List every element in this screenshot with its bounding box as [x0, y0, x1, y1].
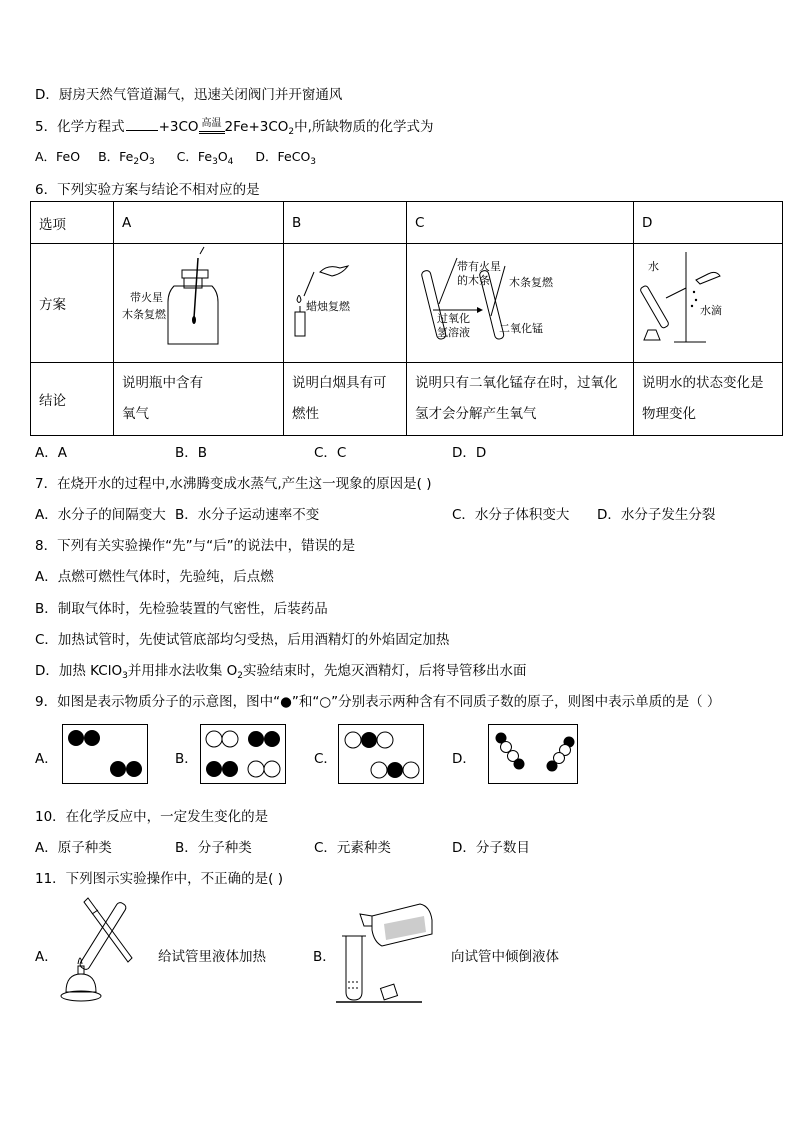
q6-option-b: B．B	[175, 445, 208, 461]
boiling-water-figure	[634, 244, 782, 358]
heating-tube-figure	[58, 892, 150, 1004]
q6-conclusion-d: 说明水的状态变化是 物理变化	[634, 363, 783, 436]
q7-option-b: B．水分子运动速率不变	[175, 507, 320, 523]
q6-header-option: 选项	[31, 202, 114, 244]
svg-text:带火星: 带火星	[130, 291, 163, 304]
molecule-diagram-b	[201, 725, 285, 783]
q11-stem: 11．下列图示实验操作中，不正确的是( )	[35, 871, 284, 887]
q6-row-conclusion-label: 结论	[31, 363, 114, 436]
svg-text:氢溶液: 氢溶液	[437, 326, 470, 339]
svg-text:二氧化锰: 二氧化锰	[499, 322, 543, 335]
q10-option-c: C．元素种类	[314, 840, 391, 856]
q11-label-b: B．	[313, 949, 336, 965]
candle-figure	[284, 244, 406, 358]
molecule-diagram-c	[339, 725, 423, 783]
q6-option-d: D．D	[452, 445, 487, 461]
q5-option-c: C．$Fe_3O_4$	[176, 149, 234, 167]
q9-label-c: C．	[314, 751, 337, 767]
oxygen-bottle-figure	[114, 244, 283, 358]
pouring-liquid-figure	[334, 896, 438, 1004]
q9-box-b	[200, 724, 286, 784]
q5-option-d: D．FeCO$_3$	[255, 149, 317, 167]
svg-text:木条复燃: 木条复燃	[122, 308, 166, 321]
q9-box-d	[488, 724, 578, 784]
q6-header-b: B	[284, 202, 407, 244]
q7-option-d: D．水分子发生分裂	[597, 507, 716, 523]
q6-conclusion-b: 说明白烟具有可 燃性	[284, 363, 407, 436]
svg-text:过氧化: 过氧化	[437, 312, 470, 325]
q8-stem: 8．下列有关实验操作“先”与“后”的说法中，错误的是	[35, 538, 356, 554]
q10-option-b: B．分子种类	[175, 840, 252, 856]
svg-text:水滴: 水滴	[700, 304, 722, 317]
molecule-diagram-a	[63, 725, 147, 783]
q6-conclusion-a: 说明瓶中含有 氧气	[114, 363, 284, 436]
q5-option-a: A．FeO	[35, 149, 81, 164]
q6-row-plan-label: 方案	[31, 244, 114, 363]
q6-figure-c	[407, 244, 634, 363]
molecule-diagram-d	[489, 725, 577, 783]
peroxide-tubes-figure	[407, 244, 633, 358]
q5-condition: 高温	[199, 119, 225, 134]
q7-stem: 7．在烧开水的过程中,水沸腾变成水蒸气,产生这一现象的原因是( )	[35, 476, 432, 492]
q11-label-a: A．	[35, 949, 58, 965]
q10-stem: 10．在化学反应中，一定发生变化的是	[35, 809, 269, 825]
q9-stem: 9．如图是表示物质分子的示意图，图中“●”和“○”分别表示两种含有不同质子数的原子，则图中表示单质的是（ ）	[35, 694, 721, 710]
svg-text:带有火星: 带有火星	[457, 260, 501, 273]
q6-option-a: A．A	[35, 445, 67, 461]
q4-option-d: D．厨房天然气管道漏气，迅速关闭阀门并开窗通风	[35, 87, 343, 103]
q6-figure-d	[634, 244, 783, 363]
q8-option-a: A．点燃可燃性气体时，先验纯，后点燃	[35, 569, 274, 585]
q5-option-b: B．$Fe_2O_3$	[98, 149, 155, 167]
q9-box-c	[338, 724, 424, 784]
q8-option-b: B．制取气体时，先检验装置的气密性，后装药品	[35, 601, 328, 617]
q6-header-d: D	[634, 202, 783, 244]
q5-stem: 5．化学方程式 +3CO 高温 $2Fe+3CO_2$中,所缺物质的化学式为	[35, 118, 434, 137]
q6-header-a: A	[114, 202, 284, 244]
svg-text:蜡烛复燃: 蜡烛复燃	[306, 300, 350, 313]
q6-figure-b	[284, 244, 407, 363]
q5-blank	[126, 130, 158, 131]
q9-label-b: B．	[175, 751, 198, 767]
q7-option-c: C．水分子体积变大	[452, 507, 570, 523]
q11-caption-b: 向试管中倾倒液体	[451, 949, 559, 965]
q10-option-d: D．分子数目	[452, 840, 530, 856]
svg-text:的木条: 的木条	[457, 274, 490, 287]
q9-label-d: D．	[452, 751, 476, 767]
q5-options	[35, 147, 316, 167]
q6-figure-a	[114, 244, 284, 363]
q6-option-c: C．C	[314, 445, 347, 461]
q7-option-a: A．水分子的间隔变大	[35, 507, 166, 523]
q6-table	[30, 201, 783, 436]
q11-caption-a: 给试管里液体加热	[158, 949, 266, 965]
q6-header-c: C	[407, 202, 634, 244]
q9-label-a: A．	[35, 751, 58, 767]
q9-box-a	[62, 724, 148, 784]
q10-option-a: A．原子种类	[35, 840, 112, 856]
q6-stem: 6．下列实验方案与结论不相对应的是	[35, 182, 260, 198]
svg-text:木条复燃: 木条复燃	[509, 276, 553, 289]
q6-conclusion-c: 说明只有二氧化锰存在时，过氧化 氢才会分解产生氧气	[407, 363, 634, 436]
svg-text:水: 水	[648, 260, 659, 273]
q8-option-c: C．加热试管时，先使试管底部均匀受热，后用酒精灯的外焰固定加热	[35, 632, 450, 648]
q8-option-d: D．加热 KClO$_3$并用排水法收集 $O_2$实验结束时，先熄灭酒精灯，后将导管移出水面	[35, 663, 527, 681]
